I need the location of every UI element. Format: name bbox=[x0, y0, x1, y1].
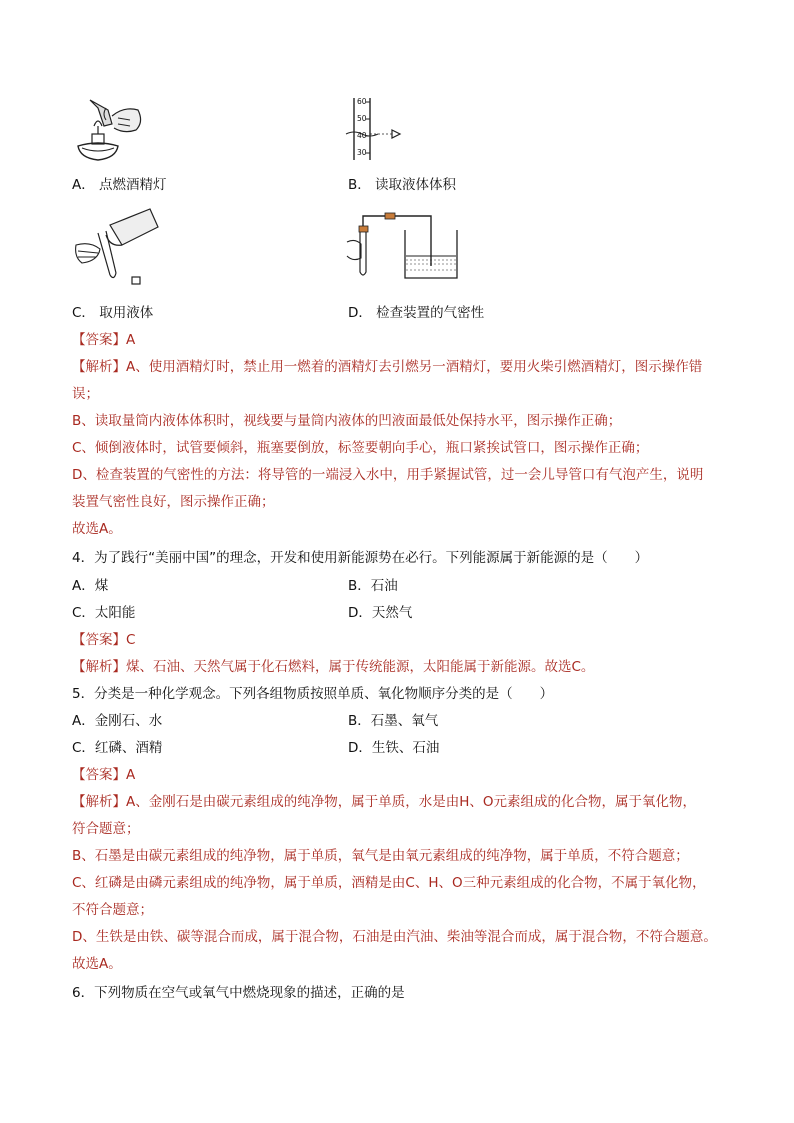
figure-measuring-cylinder bbox=[340, 96, 410, 164]
q4-question: 4．为了践行“美丽中国”的理念，开发和使用新能源势在必行。下列能源属于新能源的是（ ） bbox=[72, 550, 649, 566]
q3-analysis-5: D、检查装置的气密性的方法：将导管的一端浸入水中，用手紧握试管，过一会儿导管口有气泡产生，说明 bbox=[72, 467, 704, 483]
q3-analysis-3: B、读取量筒内液体体积时，视线要与量筒内液体的凹液面最低处保持水平，图示操作正确； bbox=[72, 413, 622, 429]
q5-analysis-7: 故选A。 bbox=[72, 956, 122, 972]
q5-analysis-3: B、石墨是由碳元素组成的纯净物，属于单质，氧气是由氧元素组成的纯净物，属于单质，不符合题意； bbox=[72, 848, 689, 864]
q3-analysis-7: 故选A。 bbox=[72, 521, 122, 537]
q4-option-a: A．煤 bbox=[72, 578, 109, 594]
q3-option-c: C． 取用液体 bbox=[72, 305, 154, 321]
q3-answer: 【答案】A bbox=[72, 332, 136, 348]
figure-pouring-liquid bbox=[70, 205, 160, 287]
figure-alcohol-lamp bbox=[68, 96, 148, 166]
q3-option-b: B． 读取液体体积 bbox=[348, 177, 457, 193]
q3-analysis-4: C、倾倒液体时，试管要倾斜，瓶塞要倒放，标签要朝向手心，瓶口紧挨试管口，图示操作正确； bbox=[72, 440, 649, 456]
cylinder-tick-40: 40 bbox=[357, 131, 367, 140]
figure-airtightness bbox=[345, 208, 465, 284]
cylinder-tick-50: 50 bbox=[357, 114, 367, 123]
q3-analysis-2: 误； bbox=[72, 386, 99, 402]
q5-option-a: A．金刚石、水 bbox=[72, 713, 163, 729]
q5-analysis-4: C、红磷是由磷元素组成的纯净物，属于单质，酒精是由C、H、O三种元素组成的化合物，不属于氧化物， bbox=[72, 875, 706, 891]
q5-option-d: D．生铁、石油 bbox=[348, 740, 440, 756]
q4-option-b: B．石油 bbox=[348, 578, 398, 594]
q5-analysis-2: 符合题意； bbox=[72, 821, 140, 837]
cylinder-tick-30: 30 bbox=[357, 148, 367, 157]
q6-question: 6．下列物质在空气或氧气中燃烧现象的描述，正确的是 bbox=[72, 985, 405, 1001]
q5-analysis-1: 【解析】A、金刚石是由碳元素组成的纯净物，属于单质，水是由H、O元素组成的化合物，属于氧化物， bbox=[72, 794, 697, 810]
q3-analysis-1: 【解析】A、使用酒精灯时，禁止用一燃着的酒精灯去引燃另一酒精灯，要用火柴引燃酒精灯，图示操作错 bbox=[72, 359, 703, 375]
q5-question: 5．分类是一种化学观念。下列各组物质按照单质、氧化物顺序分类的是（ ） bbox=[72, 686, 554, 702]
q3-option-a: A． 点燃酒精灯 bbox=[72, 177, 167, 193]
q3-option-d: D． 检查装置的气密性 bbox=[348, 305, 485, 321]
q4-analysis-1: 【解析】煤、石油、天然气属于化石燃料，属于传统能源，太阳能属于新能源。故选C。 bbox=[72, 659, 595, 675]
q5-analysis-6: D、生铁是由铁、碳等混合而成，属于混合物，石油是由汽油、柴油等混合而成，属于混合物，不符合题意。 bbox=[72, 929, 717, 945]
q4-option-d: D．天然气 bbox=[348, 605, 413, 621]
cylinder-tick-60: 60 bbox=[357, 97, 367, 106]
q5-answer: 【答案】A bbox=[72, 767, 136, 783]
q5-option-b: B．石墨、氧气 bbox=[348, 713, 439, 729]
q3-analysis-6: 装置气密性良好，图示操作正确； bbox=[72, 494, 275, 510]
q4-option-c: C．太阳能 bbox=[72, 605, 136, 621]
q5-analysis-5: 不符合题意； bbox=[72, 902, 153, 918]
q5-option-c: C．红磷、酒精 bbox=[72, 740, 163, 756]
q4-answer: 【答案】C bbox=[72, 632, 136, 648]
